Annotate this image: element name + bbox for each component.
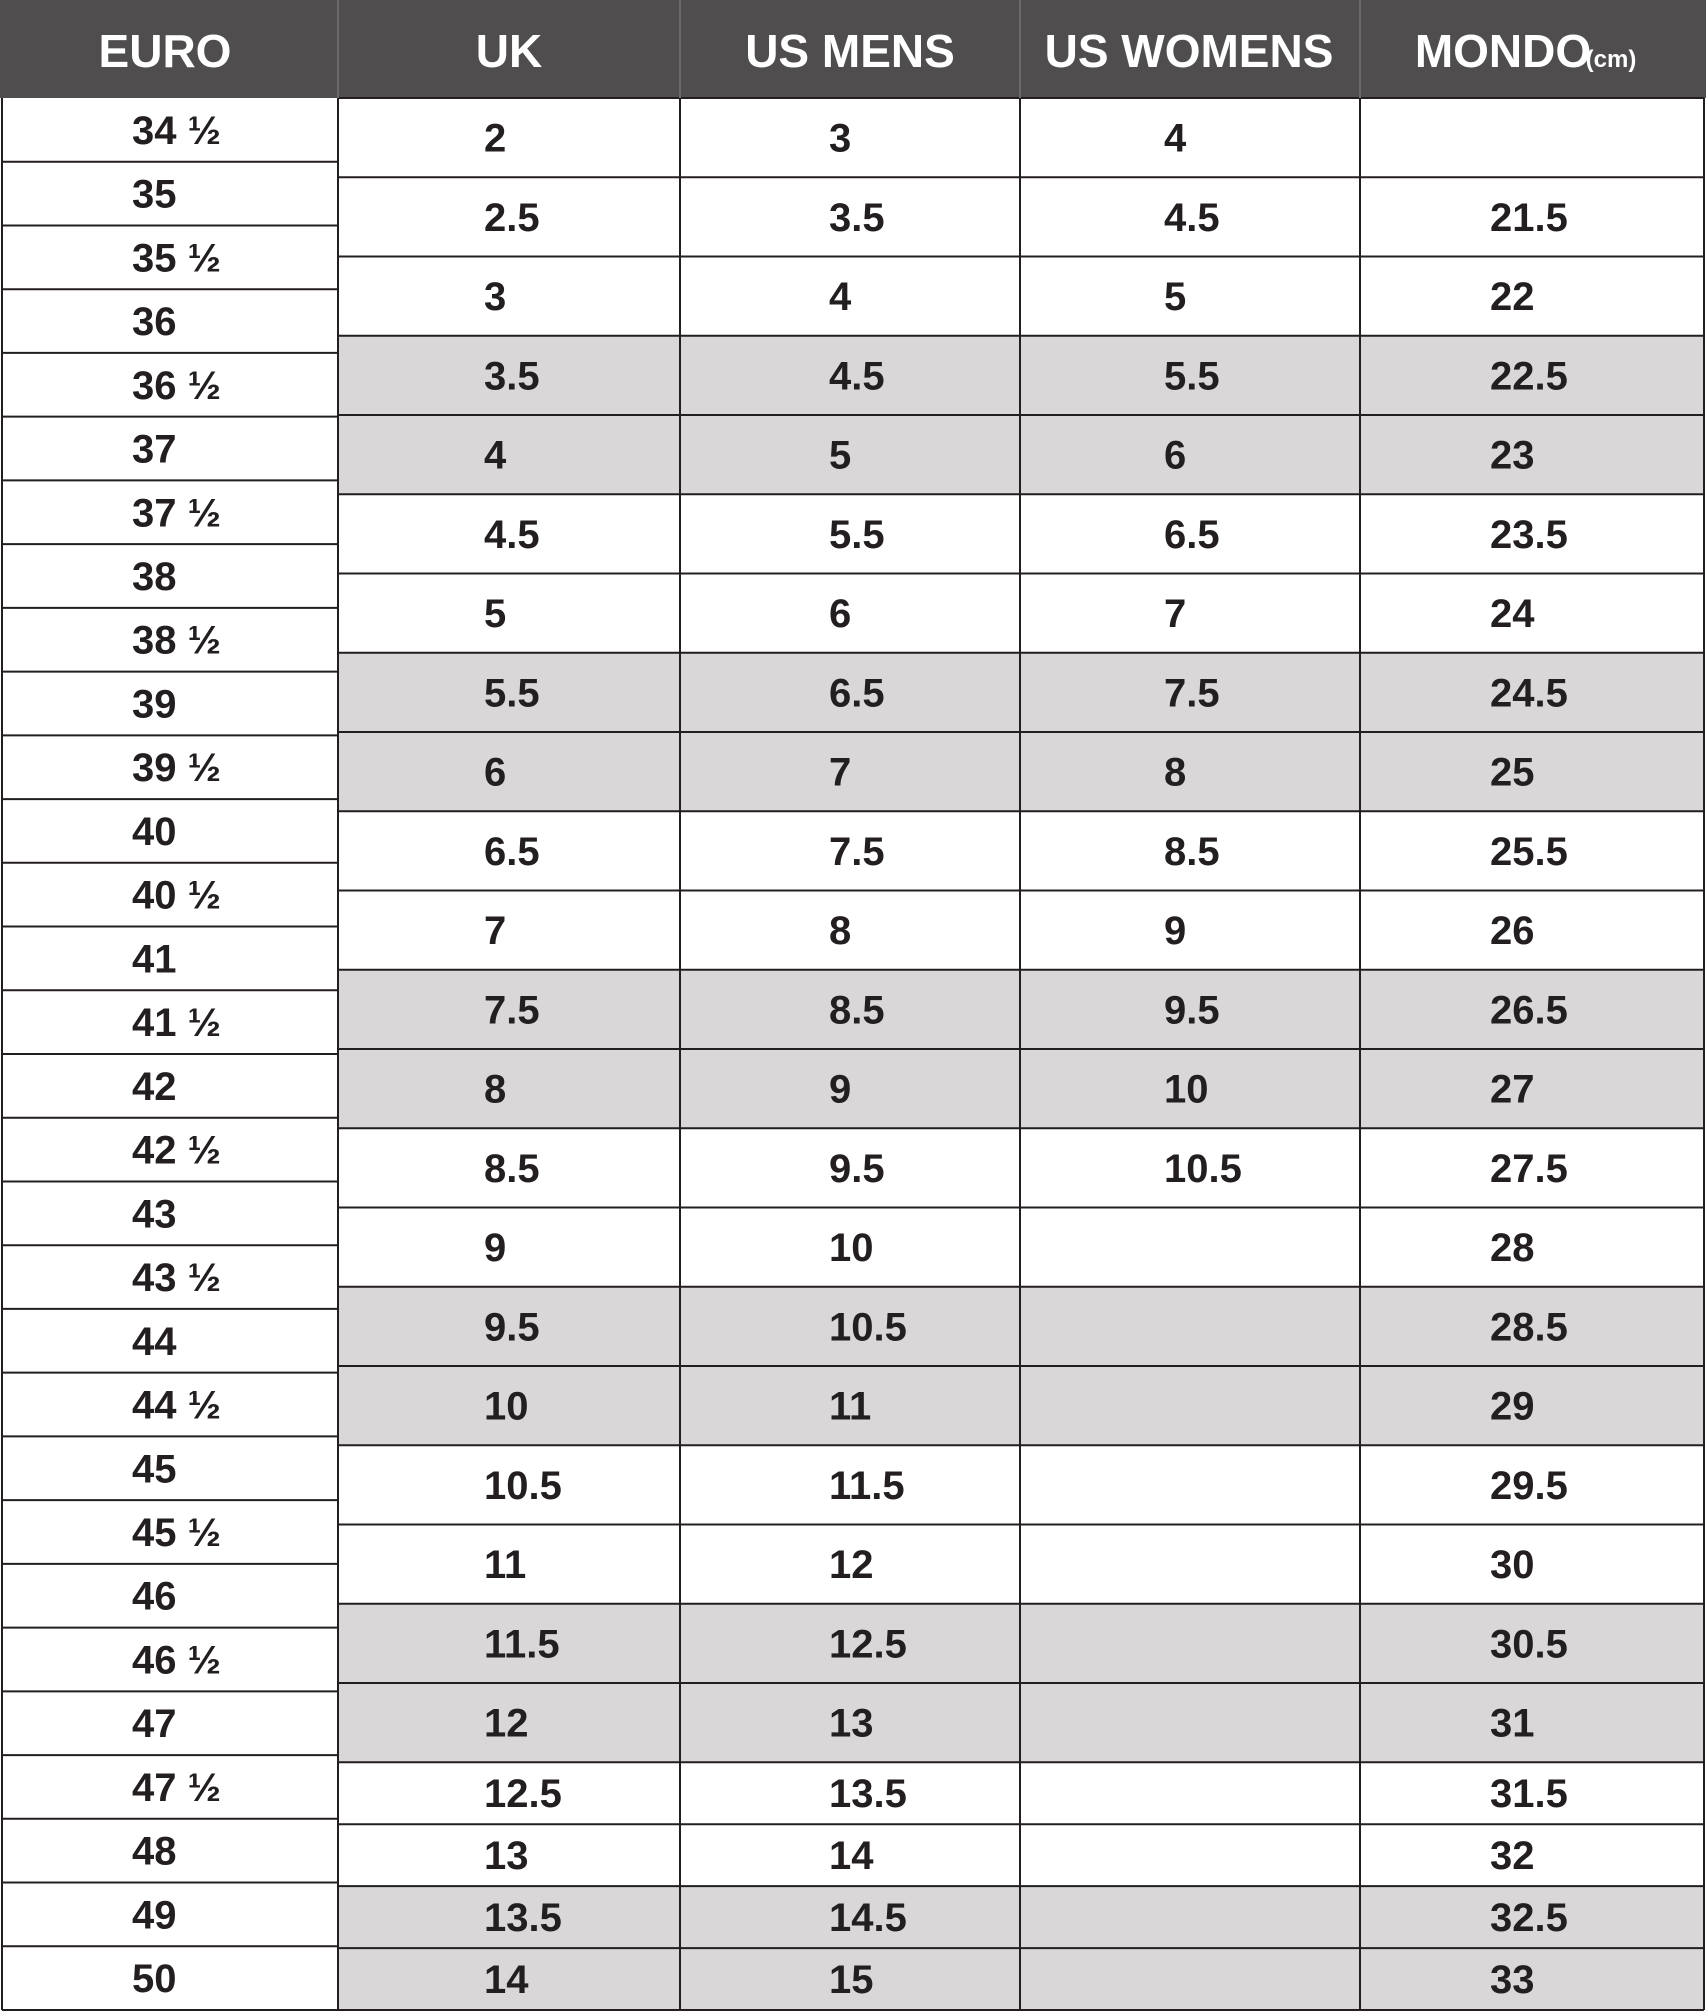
- cell-uk: 13.5: [484, 1896, 562, 1941]
- euro-size-cell: 36 ½: [132, 363, 221, 408]
- euro-size-cell: 39 ½: [132, 746, 221, 791]
- cell-us-mens: 7: [829, 750, 852, 795]
- cell-us-mens: 9.5: [829, 1146, 885, 1191]
- euro-size-cell: 43: [132, 1192, 177, 1237]
- cell-us-womens: 10.5: [1164, 1146, 1242, 1191]
- header-us-mens: US MENS: [745, 25, 955, 77]
- euro-size-cell: 39: [132, 682, 177, 727]
- cell-us-mens: 9: [829, 1067, 852, 1112]
- euro-size-cell: 40 ½: [132, 873, 221, 918]
- cell-us-mens: 14: [829, 1834, 874, 1879]
- cell-us-mens: 13.5: [829, 1772, 907, 1817]
- cell-mondo: 21.5: [1490, 195, 1568, 240]
- cell-us-mens: 7.5: [829, 829, 885, 874]
- cell-us-mens: 8: [829, 909, 852, 954]
- cell-mondo: 23: [1490, 433, 1535, 478]
- cell-mondo: 32.5: [1490, 1896, 1568, 1941]
- euro-size-cell: 38 ½: [132, 618, 221, 663]
- cell-uk: 4: [484, 433, 507, 478]
- euro-size-cell: 40: [132, 809, 177, 854]
- euro-size-cell: 42 ½: [132, 1128, 221, 1173]
- cell-mondo: 26.5: [1490, 988, 1568, 1033]
- cell-uk: 12: [484, 1701, 529, 1746]
- cell-uk: 6.5: [484, 829, 540, 874]
- euro-size-cell: 41 ½: [132, 1001, 221, 1046]
- euro-size-cell: 35: [132, 172, 177, 217]
- cell-uk: 13: [484, 1834, 529, 1879]
- euro-size-cell: 43 ½: [132, 1256, 221, 1301]
- cell-mondo: 24.5: [1490, 671, 1568, 716]
- header-mondo: MONDO: [1414, 25, 1592, 77]
- header-us-womens: US WOMENS: [1044, 25, 1334, 77]
- euro-column: [2, 109, 338, 2001]
- euro-size-cell: 35 ½: [132, 236, 221, 281]
- cell-us-mens: 13: [829, 1701, 874, 1746]
- cell-us-womens: 8.5: [1164, 829, 1220, 874]
- header-uk: UK: [475, 25, 543, 77]
- cell-us-womens: 4.5: [1164, 195, 1220, 240]
- cell-us-womens: 6.5: [1164, 512, 1220, 557]
- euro-size-cell: 41: [132, 937, 177, 982]
- cell-uk: 2: [484, 116, 507, 161]
- cell-us-mens: 12.5: [829, 1622, 907, 1667]
- cell-mondo: 22.5: [1490, 354, 1568, 399]
- cell-us-womens: 8: [1164, 750, 1187, 795]
- cell-mondo: 33: [1490, 1958, 1535, 2003]
- cell-us-mens: 4: [829, 275, 852, 320]
- cell-us-womens: 7: [1164, 592, 1187, 637]
- cell-us-mens: 14.5: [829, 1896, 907, 1941]
- cell-mondo: 28.5: [1490, 1305, 1568, 1350]
- cell-mondo: 32: [1490, 1834, 1535, 1879]
- cell-uk: 11.5: [484, 1622, 560, 1667]
- cell-uk: 2.5: [484, 195, 540, 240]
- cell-us-mens: 3: [829, 116, 852, 161]
- cell-uk: 5.5: [484, 671, 540, 716]
- cell-us-mens: 12: [829, 1543, 874, 1588]
- cell-uk: 4.5: [484, 512, 540, 557]
- euro-size-cell: 45 ½: [132, 1511, 221, 1555]
- cell-uk: 10: [484, 1384, 529, 1429]
- cell-mondo: 26: [1490, 909, 1535, 954]
- cell-us-womens: 5.5: [1164, 354, 1220, 399]
- cell-us-mens: 10.5: [829, 1305, 907, 1350]
- cell-mondo: 27.5: [1490, 1146, 1568, 1191]
- cell-us-mens: 11.5: [829, 1463, 905, 1508]
- euro-size-cell: 44: [132, 1319, 177, 1364]
- cell-mondo: 29: [1490, 1384, 1535, 1429]
- cell-uk: 7: [484, 909, 507, 954]
- cell-uk: 3.5: [484, 354, 540, 399]
- cell-mondo: 31.5: [1490, 1772, 1568, 1817]
- euro-size-cell: 44 ½: [132, 1383, 221, 1428]
- cell-mondo: 29.5: [1490, 1463, 1568, 1508]
- cell-us-mens: 15: [829, 1958, 874, 2003]
- cell-mondo: 30.5: [1490, 1622, 1568, 1667]
- cell-mondo: 22: [1490, 275, 1535, 320]
- cell-us-womens: 6: [1164, 433, 1187, 478]
- cell-us-womens: 5: [1164, 275, 1187, 320]
- cell-us-womens: 10: [1164, 1067, 1209, 1112]
- cell-uk: 6: [484, 750, 507, 795]
- cell-us-mens: 5: [829, 433, 852, 478]
- cell-us-mens: 8.5: [829, 988, 885, 1033]
- header-euro: EURO: [98, 25, 232, 77]
- euro-size-cell: 38: [132, 555, 177, 599]
- cell-uk: 5: [484, 592, 507, 637]
- cell-mondo: 24: [1490, 592, 1535, 637]
- cell-us-mens: 5.5: [829, 512, 885, 557]
- cell-mondo: 30: [1490, 1543, 1535, 1588]
- cell-us-womens: 9: [1164, 909, 1187, 954]
- cell-us-mens: 6: [829, 592, 852, 637]
- euro-size-cell: 47: [132, 1702, 177, 1747]
- cell-mondo: 28: [1490, 1226, 1535, 1271]
- euro-size-cell: 37: [132, 427, 177, 472]
- cell-us-mens: 6.5: [829, 671, 885, 716]
- cell-uk: 12.5: [484, 1772, 562, 1817]
- cell-us-mens: 11: [829, 1384, 872, 1429]
- euro-size-cell: 46: [132, 1574, 177, 1619]
- cell-us-mens: 10: [829, 1226, 874, 1271]
- header-mondo-unit: (cm): [1585, 46, 1637, 73]
- euro-size-cell: 49: [132, 1893, 177, 1938]
- euro-size-cell: 34 ½: [132, 108, 221, 153]
- euro-size-cell: 48: [132, 1829, 177, 1874]
- cell-us-womens: 7.5: [1164, 671, 1220, 716]
- cell-uk: 7.5: [484, 988, 540, 1033]
- cell-mondo: 23.5: [1490, 512, 1568, 557]
- cell-us-womens: 9.5: [1164, 988, 1220, 1033]
- cell-uk: 10.5: [484, 1463, 562, 1508]
- euro-size-cell: 42: [132, 1064, 177, 1109]
- cell-uk: 8.5: [484, 1146, 540, 1191]
- euro-size-cell: 37 ½: [132, 491, 221, 536]
- cell-us-mens: 4.5: [829, 354, 885, 399]
- euro-size-cell: 46 ½: [132, 1638, 221, 1683]
- cell-uk: 9.5: [484, 1305, 540, 1350]
- cell-mondo: 25.5: [1490, 829, 1568, 874]
- cell-mondo: 25: [1490, 750, 1535, 795]
- cell-us-womens: 4: [1164, 116, 1187, 161]
- cell-uk: 9: [484, 1226, 507, 1271]
- cell-uk: 8: [484, 1067, 507, 1112]
- euro-size-cell: 47 ½: [132, 1765, 221, 1810]
- cell-mondo: 31: [1490, 1701, 1535, 1746]
- cell-uk: 11: [484, 1543, 527, 1588]
- euro-size-cell: 45: [132, 1447, 177, 1492]
- euro-size-cell: 36: [132, 300, 177, 345]
- cell-uk: 3: [484, 275, 507, 320]
- cell-uk: 14: [484, 1958, 529, 2003]
- cell-us-mens: 3.5: [829, 195, 885, 240]
- cell-mondo: 27: [1490, 1067, 1535, 1112]
- euro-size-cell: 50: [132, 1957, 177, 2002]
